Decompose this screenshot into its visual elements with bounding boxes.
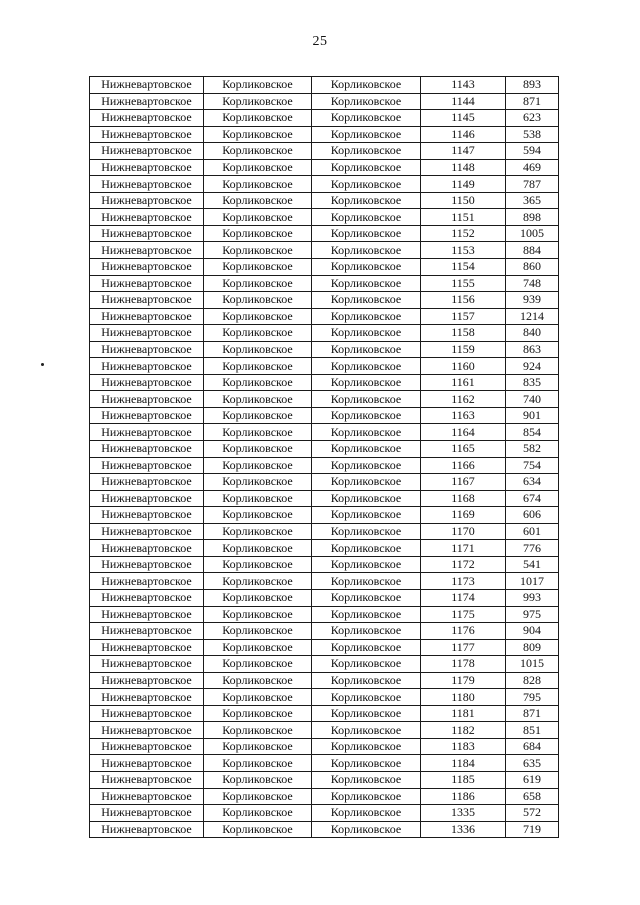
- field-cell: Корликовское: [204, 656, 312, 673]
- table-row: [90, 77, 559, 94]
- well-number-cell: 1180: [421, 689, 506, 706]
- field-cell: Корликовское: [204, 722, 312, 739]
- license-area-cell: Корликовское: [312, 656, 421, 673]
- table-row: [90, 507, 559, 524]
- well-number-cell: 1176: [421, 623, 506, 640]
- license-area-cell: Корликовское: [312, 209, 421, 226]
- license-area-cell: Корликовское: [312, 705, 421, 722]
- license-area-cell: Корликовское: [312, 540, 421, 557]
- field-cell: Корликовское: [204, 606, 312, 623]
- region-cell: Нижневартовское: [90, 821, 204, 838]
- well-number-cell: 1173: [421, 573, 506, 590]
- region-cell: Нижневартовское: [90, 358, 204, 375]
- value-cell: 901: [506, 407, 559, 424]
- table-row: [90, 805, 559, 822]
- well-number-cell: 1157: [421, 308, 506, 325]
- license-area-cell: Корликовское: [312, 93, 421, 110]
- well-number-cell: 1186: [421, 788, 506, 805]
- license-area-cell: Корликовское: [312, 325, 421, 342]
- well-number-cell: 1170: [421, 523, 506, 540]
- region-cell: Нижневартовское: [90, 242, 204, 259]
- region-cell: Нижневартовское: [90, 441, 204, 458]
- value-cell: 365: [506, 192, 559, 209]
- field-cell: Корликовское: [204, 325, 312, 342]
- well-number-cell: 1153: [421, 242, 506, 259]
- well-number-cell: 1148: [421, 159, 506, 176]
- well-number-cell: 1175: [421, 606, 506, 623]
- region-cell: Нижневартовское: [90, 722, 204, 739]
- region-cell: Нижневартовское: [90, 573, 204, 590]
- license-area-cell: Корликовское: [312, 556, 421, 573]
- region-cell: Нижневартовское: [90, 176, 204, 193]
- value-cell: 541: [506, 556, 559, 573]
- well-number-cell: 1143: [421, 77, 506, 94]
- well-number-cell: 1171: [421, 540, 506, 557]
- well-number-cell: 1183: [421, 738, 506, 755]
- well-number-cell: 1166: [421, 457, 506, 474]
- region-cell: Нижневартовское: [90, 689, 204, 706]
- table-row: [90, 523, 559, 540]
- license-area-cell: Корликовское: [312, 126, 421, 143]
- table-row: [90, 672, 559, 689]
- table-body: [90, 77, 559, 838]
- region-cell: Нижневартовское: [90, 771, 204, 788]
- table-row: [90, 821, 559, 838]
- table-row: [90, 606, 559, 623]
- well-number-cell: 1163: [421, 407, 506, 424]
- well-number-cell: 1181: [421, 705, 506, 722]
- region-cell: Нижневартовское: [90, 705, 204, 722]
- table-row: [90, 540, 559, 557]
- table-row: [90, 556, 559, 573]
- table-row: [90, 391, 559, 408]
- table-row: [90, 788, 559, 805]
- table-row: [90, 192, 559, 209]
- table-row: [90, 457, 559, 474]
- license-area-cell: Корликовское: [312, 788, 421, 805]
- region-cell: Нижневартовское: [90, 126, 204, 143]
- region-cell: Нижневартовское: [90, 93, 204, 110]
- well-number-cell: 1152: [421, 225, 506, 242]
- region-cell: Нижневартовское: [90, 540, 204, 557]
- field-cell: Корликовское: [204, 490, 312, 507]
- field-cell: Корликовское: [204, 275, 312, 292]
- region-cell: Нижневартовское: [90, 656, 204, 673]
- license-area-cell: Корликовское: [312, 77, 421, 94]
- field-cell: Корликовское: [204, 176, 312, 193]
- value-cell: 809: [506, 639, 559, 656]
- value-cell: 863: [506, 341, 559, 358]
- value-cell: 606: [506, 507, 559, 524]
- region-cell: Нижневартовское: [90, 209, 204, 226]
- value-cell: 828: [506, 672, 559, 689]
- well-number-cell: 1169: [421, 507, 506, 524]
- license-area-cell: Корликовское: [312, 623, 421, 640]
- table-row: [90, 110, 559, 127]
- field-cell: Корликовское: [204, 374, 312, 391]
- license-area-cell: Корликовское: [312, 341, 421, 358]
- field-cell: Корликовское: [204, 788, 312, 805]
- region-cell: Нижневартовское: [90, 308, 204, 325]
- value-cell: 795: [506, 689, 559, 706]
- license-area-cell: Корликовское: [312, 441, 421, 458]
- license-area-cell: Корликовское: [312, 821, 421, 838]
- region-cell: Нижневартовское: [90, 159, 204, 176]
- field-cell: Корликовское: [204, 556, 312, 573]
- license-area-cell: Корликовское: [312, 507, 421, 524]
- field-cell: Корликовское: [204, 457, 312, 474]
- well-number-cell: 1185: [421, 771, 506, 788]
- value-cell: 594: [506, 143, 559, 160]
- value-cell: 623: [506, 110, 559, 127]
- table-row: [90, 341, 559, 358]
- field-cell: Корликовское: [204, 308, 312, 325]
- field-cell: Корликовское: [204, 225, 312, 242]
- license-area-cell: Корликовское: [312, 589, 421, 606]
- table-row: [90, 143, 559, 160]
- field-cell: Корликовское: [204, 407, 312, 424]
- region-cell: Нижневартовское: [90, 755, 204, 772]
- field-cell: Корликовское: [204, 341, 312, 358]
- region-cell: Нижневартовское: [90, 490, 204, 507]
- field-cell: Корликовское: [204, 755, 312, 772]
- region-cell: Нижневартовское: [90, 606, 204, 623]
- well-number-cell: 1156: [421, 292, 506, 309]
- license-area-cell: Корликовское: [312, 275, 421, 292]
- field-cell: Корликовское: [204, 259, 312, 276]
- license-area-cell: Корликовское: [312, 176, 421, 193]
- value-cell: 582: [506, 441, 559, 458]
- table-row: [90, 159, 559, 176]
- table-row: [90, 308, 559, 325]
- license-area-cell: Корликовское: [312, 259, 421, 276]
- license-area-cell: Корликовское: [312, 407, 421, 424]
- value-cell: 871: [506, 705, 559, 722]
- region-cell: Нижневартовское: [90, 110, 204, 127]
- scan-speck: [41, 363, 44, 366]
- license-area-cell: Корликовское: [312, 771, 421, 788]
- field-cell: Корликовское: [204, 242, 312, 259]
- well-number-cell: 1336: [421, 821, 506, 838]
- value-cell: 1015: [506, 656, 559, 673]
- license-area-cell: Корликовское: [312, 292, 421, 309]
- well-number-cell: 1146: [421, 126, 506, 143]
- well-number-cell: 1162: [421, 391, 506, 408]
- value-cell: 898: [506, 209, 559, 226]
- field-cell: Корликовское: [204, 689, 312, 706]
- table-row: [90, 275, 559, 292]
- value-cell: 572: [506, 805, 559, 822]
- license-area-cell: Корликовское: [312, 722, 421, 739]
- region-cell: Нижневартовское: [90, 457, 204, 474]
- well-number-cell: 1164: [421, 424, 506, 441]
- region-cell: Нижневартовское: [90, 523, 204, 540]
- page-number: 25: [312, 34, 328, 49]
- license-area-cell: Корликовское: [312, 639, 421, 656]
- value-cell: 754: [506, 457, 559, 474]
- value-cell: 860: [506, 259, 559, 276]
- license-area-cell: Корликовское: [312, 490, 421, 507]
- value-cell: 634: [506, 474, 559, 491]
- table-row: [90, 705, 559, 722]
- license-area-cell: Корликовское: [312, 225, 421, 242]
- well-number-cell: 1182: [421, 722, 506, 739]
- field-cell: Корликовское: [204, 424, 312, 441]
- field-cell: Корликовское: [204, 391, 312, 408]
- region-cell: Нижневартовское: [90, 556, 204, 573]
- field-cell: Корликовское: [204, 209, 312, 226]
- table-row: [90, 209, 559, 226]
- field-cell: Корликовское: [204, 159, 312, 176]
- region-cell: Нижневартовское: [90, 639, 204, 656]
- license-area-cell: Корликовское: [312, 242, 421, 259]
- field-cell: Корликовское: [204, 805, 312, 822]
- region-cell: Нижневартовское: [90, 275, 204, 292]
- value-cell: 748: [506, 275, 559, 292]
- field-cell: Корликовское: [204, 573, 312, 590]
- region-cell: Нижневартовское: [90, 374, 204, 391]
- license-area-cell: Корликовское: [312, 159, 421, 176]
- value-cell: 893: [506, 77, 559, 94]
- region-cell: Нижневартовское: [90, 589, 204, 606]
- table-row: [90, 722, 559, 739]
- well-number-cell: 1144: [421, 93, 506, 110]
- value-cell: 469: [506, 159, 559, 176]
- well-number-cell: 1154: [421, 259, 506, 276]
- data-table: [89, 76, 559, 838]
- table-row: [90, 325, 559, 342]
- table-row: [90, 656, 559, 673]
- table-row: [90, 374, 559, 391]
- value-cell: 939: [506, 292, 559, 309]
- value-cell: 904: [506, 623, 559, 640]
- license-area-cell: Корликовское: [312, 573, 421, 590]
- field-cell: Корликовское: [204, 126, 312, 143]
- region-cell: Нижневартовское: [90, 474, 204, 491]
- field-cell: Корликовское: [204, 738, 312, 755]
- field-cell: Корликовское: [204, 292, 312, 309]
- license-area-cell: Корликовское: [312, 805, 421, 822]
- table-row: [90, 623, 559, 640]
- well-number-cell: 1151: [421, 209, 506, 226]
- well-number-cell: 1167: [421, 474, 506, 491]
- license-area-cell: Корликовское: [312, 755, 421, 772]
- value-cell: 993: [506, 589, 559, 606]
- field-cell: Корликовское: [204, 93, 312, 110]
- table-row: [90, 589, 559, 606]
- well-number-cell: 1145: [421, 110, 506, 127]
- value-cell: 871: [506, 93, 559, 110]
- value-cell: 619: [506, 771, 559, 788]
- value-cell: 1005: [506, 225, 559, 242]
- well-number-cell: 1165: [421, 441, 506, 458]
- table-row: [90, 689, 559, 706]
- license-area-cell: Корликовское: [312, 689, 421, 706]
- region-cell: Нижневартовское: [90, 292, 204, 309]
- license-area-cell: Корликовское: [312, 374, 421, 391]
- value-cell: 601: [506, 523, 559, 540]
- table-row: [90, 407, 559, 424]
- value-cell: 684: [506, 738, 559, 755]
- region-cell: Нижневартовское: [90, 325, 204, 342]
- table-row: [90, 573, 559, 590]
- table-row: [90, 738, 559, 755]
- table-row: [90, 292, 559, 309]
- field-cell: Корликовское: [204, 110, 312, 127]
- value-cell: 840: [506, 325, 559, 342]
- field-cell: Корликовское: [204, 358, 312, 375]
- value-cell: 835: [506, 374, 559, 391]
- field-cell: Корликовское: [204, 623, 312, 640]
- well-number-cell: 1158: [421, 325, 506, 342]
- well-number-cell: 1178: [421, 656, 506, 673]
- license-area-cell: Корликовское: [312, 738, 421, 755]
- value-cell: 538: [506, 126, 559, 143]
- region-cell: Нижневартовское: [90, 192, 204, 209]
- region-cell: Нижневартовское: [90, 259, 204, 276]
- table-row: [90, 490, 559, 507]
- region-cell: Нижневартовское: [90, 143, 204, 160]
- region-cell: Нижневартовское: [90, 738, 204, 755]
- region-cell: Нижневартовское: [90, 407, 204, 424]
- value-cell: 1214: [506, 308, 559, 325]
- value-cell: 719: [506, 821, 559, 838]
- value-cell: 884: [506, 242, 559, 259]
- table-row: [90, 242, 559, 259]
- table-row: [90, 424, 559, 441]
- region-cell: Нижневартовское: [90, 805, 204, 822]
- region-cell: Нижневартовское: [90, 77, 204, 94]
- table-row: [90, 176, 559, 193]
- license-area-cell: Корликовское: [312, 143, 421, 160]
- field-cell: Корликовское: [204, 77, 312, 94]
- field-cell: Корликовское: [204, 143, 312, 160]
- well-number-cell: 1335: [421, 805, 506, 822]
- value-cell: 854: [506, 424, 559, 441]
- value-cell: 851: [506, 722, 559, 739]
- well-number-cell: 1149: [421, 176, 506, 193]
- region-cell: Нижневартовское: [90, 788, 204, 805]
- well-number-cell: 1161: [421, 374, 506, 391]
- value-cell: 1017: [506, 573, 559, 590]
- well-number-cell: 1168: [421, 490, 506, 507]
- well-number-cell: 1172: [421, 556, 506, 573]
- license-area-cell: Корликовское: [312, 110, 421, 127]
- license-area-cell: Корликовское: [312, 308, 421, 325]
- table-row: [90, 358, 559, 375]
- license-area-cell: Корликовское: [312, 606, 421, 623]
- license-area-cell: Корликовское: [312, 358, 421, 375]
- value-cell: 674: [506, 490, 559, 507]
- license-area-cell: Корликовское: [312, 391, 421, 408]
- field-cell: Корликовское: [204, 639, 312, 656]
- license-area-cell: Корликовское: [312, 457, 421, 474]
- value-cell: 787: [506, 176, 559, 193]
- field-cell: Корликовское: [204, 441, 312, 458]
- well-number-cell: 1174: [421, 589, 506, 606]
- table-row: [90, 639, 559, 656]
- region-cell: Нижневартовское: [90, 424, 204, 441]
- field-cell: Корликовское: [204, 507, 312, 524]
- well-number-cell: 1155: [421, 275, 506, 292]
- well-number-cell: 1184: [421, 755, 506, 772]
- table-row: [90, 474, 559, 491]
- license-area-cell: Корликовское: [312, 192, 421, 209]
- license-area-cell: Корликовское: [312, 523, 421, 540]
- field-cell: Корликовское: [204, 672, 312, 689]
- value-cell: 635: [506, 755, 559, 772]
- value-cell: 658: [506, 788, 559, 805]
- field-cell: Корликовское: [204, 523, 312, 540]
- license-area-cell: Корликовское: [312, 672, 421, 689]
- license-area-cell: Корликовское: [312, 424, 421, 441]
- table-row: [90, 771, 559, 788]
- field-cell: Корликовское: [204, 589, 312, 606]
- region-cell: Нижневартовское: [90, 225, 204, 242]
- region-cell: Нижневартовское: [90, 672, 204, 689]
- value-cell: 924: [506, 358, 559, 375]
- table-row: [90, 259, 559, 276]
- region-cell: Нижневартовское: [90, 391, 204, 408]
- region-cell: Нижневартовское: [90, 341, 204, 358]
- table-row: [90, 755, 559, 772]
- table-row: [90, 126, 559, 143]
- well-number-cell: 1160: [421, 358, 506, 375]
- field-cell: Корликовское: [204, 705, 312, 722]
- field-cell: Корликовское: [204, 474, 312, 491]
- value-cell: 740: [506, 391, 559, 408]
- field-cell: Корликовское: [204, 821, 312, 838]
- table-row: [90, 225, 559, 242]
- field-cell: Корликовское: [204, 771, 312, 788]
- region-cell: Нижневартовское: [90, 623, 204, 640]
- well-number-cell: 1177: [421, 639, 506, 656]
- table-row: [90, 93, 559, 110]
- well-number-cell: 1159: [421, 341, 506, 358]
- field-cell: Корликовское: [204, 192, 312, 209]
- well-number-cell: 1147: [421, 143, 506, 160]
- table-row: [90, 441, 559, 458]
- license-area-cell: Корликовское: [312, 474, 421, 491]
- value-cell: 975: [506, 606, 559, 623]
- field-cell: Корликовское: [204, 540, 312, 557]
- region-cell: Нижневартовское: [90, 507, 204, 524]
- well-number-cell: 1179: [421, 672, 506, 689]
- value-cell: 776: [506, 540, 559, 557]
- well-number-cell: 1150: [421, 192, 506, 209]
